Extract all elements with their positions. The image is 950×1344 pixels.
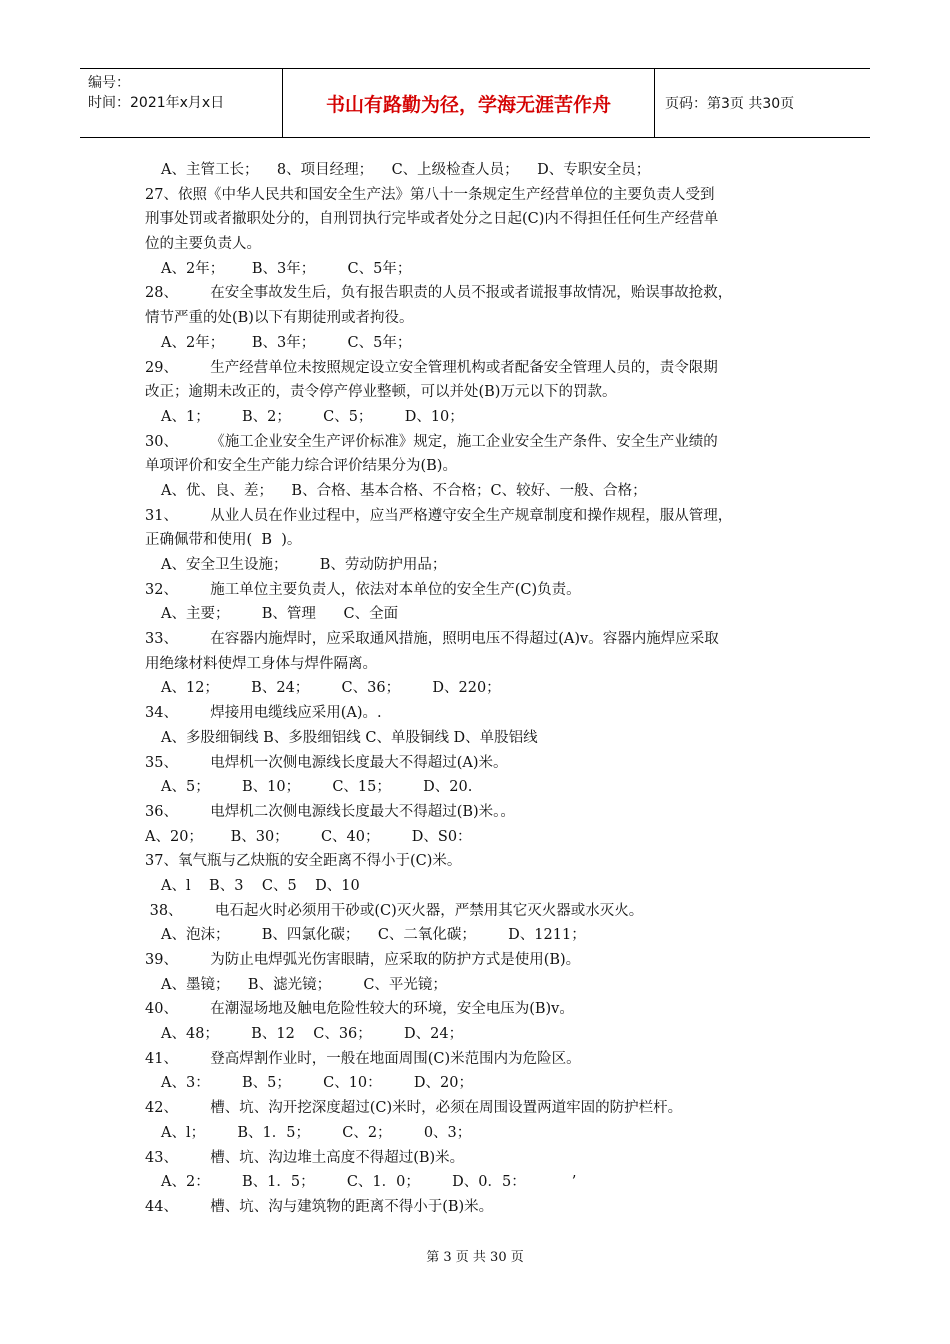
header-page-cell — [655, 69, 870, 137]
answer-options-line: A、48； B、12 C、36； D、24； — [161, 1026, 464, 1043]
question-text-line: 40、 在潮湿场地及触电危险性较大的环境，安全电压为(B)v。 — [145, 1001, 574, 1018]
header-motto-cell — [283, 69, 655, 137]
question-text-line: 27、依照《中华人民共和国安全生产法》第八十一条规定生产经营单位的主要负责人受到 — [145, 186, 715, 203]
document-date: 时间：2021年x月x日 — [88, 95, 225, 111]
question-text-line: 43、 槽、坑、沟边堆土高度不得超过(B)米。 — [145, 1149, 465, 1166]
answer-options-line: A、安全卫生设施； B、劳动防护用品； — [161, 557, 447, 573]
answer-options-line: A、墨镜； B、滤光镜； C、平光镜； — [161, 976, 447, 993]
answer-options-line: A、l； B、1．5； C、2； 0、3； — [161, 1124, 472, 1141]
question-text-line: 刑事处罚或者撤职处分的，自刑罚执行完毕或者处分之日起(C)内不得担任任何生产经营单 — [145, 211, 719, 228]
question-text-line: 44、 槽、坑、沟与建筑物的距离不得小于(B)米。 — [145, 1198, 494, 1215]
answer-options-line: A、l B、3 C、5 D、10 — [161, 877, 360, 894]
document-number-label: 编号： — [88, 75, 130, 91]
answer-options-line: A、主管工长； 8、项目经理； C、上级检查人员； D、专职安全员； — [161, 162, 651, 178]
question-text-line: 31、 从业人员在作业过程中，应当严格遵守安全生产规章制度和操作规程，服从管理， — [145, 507, 733, 524]
answer-options-line: A、泡沫； B、四氯化碳； C、二氧化碳； D、1211； — [161, 927, 586, 944]
answer-options-line: A、12； B、24； C、36； D、220； — [161, 680, 501, 697]
question-text-line: A、20； B、30； C、40； D、S0： — [145, 828, 472, 845]
question-text-line: 37、氧气瓶与乙炔瓶的安全距离不得小于(C)米。 — [145, 853, 462, 870]
question-text-line: 36、 电焊机二次侧电源线长度最大不得超过(B)米。。 — [145, 803, 515, 820]
answer-options-line: A、3： B、5； C、10： D、20； — [161, 1075, 473, 1092]
answer-options-line: A、2年； B、3年； C、5年； — [161, 334, 412, 351]
question-text-line: 情节严重的处(B)以下有期徒刑或者拘役。 — [145, 310, 414, 327]
question-text-line: 29、 生产经营单位未按照规定设立安全管理机构或者配备安全管理人员的，责令限期 — [145, 359, 718, 376]
question-text-line: 改正；逾期未改正的，责令停产停业整顿，可以并处(B)万元以下的罚款。 — [145, 384, 617, 401]
header-motto: 书山有路勤为径，学海无涯苦作舟 — [325, 93, 611, 116]
header-info-cell — [80, 69, 283, 137]
page-footer: 第 3 页 共 30 页 — [426, 1250, 524, 1265]
question-text-line: 正确佩带和使用( B )。 — [145, 532, 302, 549]
question-text-line: 32、 施工单位主要负责人，依法对本单位的安全生产(C)负责。 — [145, 581, 581, 598]
question-text-line: 33、 在容器内施焊时，应采取通风措施，照明电压不得超过(A)v。容器内施焊应采取 — [145, 631, 719, 648]
question-text-line: 39、 为防止电焊弧光伤害眼睛，应采取的防护方式是使用(B)。 — [145, 952, 581, 968]
question-text-line: 28、 在安全事故发生后，负有报告职责的人员不报或者谎报事故情况，贻误事故抢救， — [145, 285, 733, 302]
question-text-line: 单项评价和安全生产能力综合评价结果分为(B)。 — [145, 458, 457, 475]
question-text-line: 位的主要负责人。 — [145, 236, 261, 253]
question-text-line: 38、 电石起火时必须用干砂或(C)灭火器，严禁用其它灭火器或水灭火。 — [145, 902, 644, 919]
question-text-line: 41、 登高焊割作业时，一般在地面周围(C)米范围内为危险区。 — [145, 1050, 581, 1067]
answer-options-line: A、多股细铜线 B、多股细铝线 C、单股铜线 D、单股铝线 — [161, 729, 538, 746]
document-body — [145, 158, 825, 1220]
question-text-line: 42、 槽、坑、沟开挖深度超过(C)米时，必须在周围设置两道牢固的防护栏杆。 — [145, 1100, 683, 1117]
answer-options-line: A、2年； B、3年； C、5年； — [161, 260, 412, 277]
question-text-line: 用绝缘材料使焊工身体与焊件隔离。 — [145, 655, 377, 672]
answer-options-line: A、1； B、2； C、5； D、10； — [161, 408, 464, 425]
answer-options-line: A、优、良、差； B、合格、基本合格、不合格；C、较好、一般、合格； — [161, 482, 647, 499]
header-page-info: 页码：第3页 共30页 — [665, 96, 795, 112]
answer-options-line: A、5； B、10； C、15； D、20. — [161, 779, 473, 796]
page-header — [80, 68, 870, 138]
question-text-line: 34、 焊接用电缆线应采用(A)。. — [145, 705, 382, 722]
answer-options-line: A、2： B、1．5； C、1．0； D、0．5： ’ — [161, 1174, 577, 1191]
question-text-line: 30、 《施工企业安全生产评价标准》规定，施工企业安全生产条件、安全生产业绩的 — [145, 433, 718, 450]
question-text-line: 35、 电焊机一次侧电源线长度最大不得超过(A)米。 — [145, 754, 508, 771]
answer-options-line: A、主要； B、管理 C、全面 — [161, 606, 399, 623]
